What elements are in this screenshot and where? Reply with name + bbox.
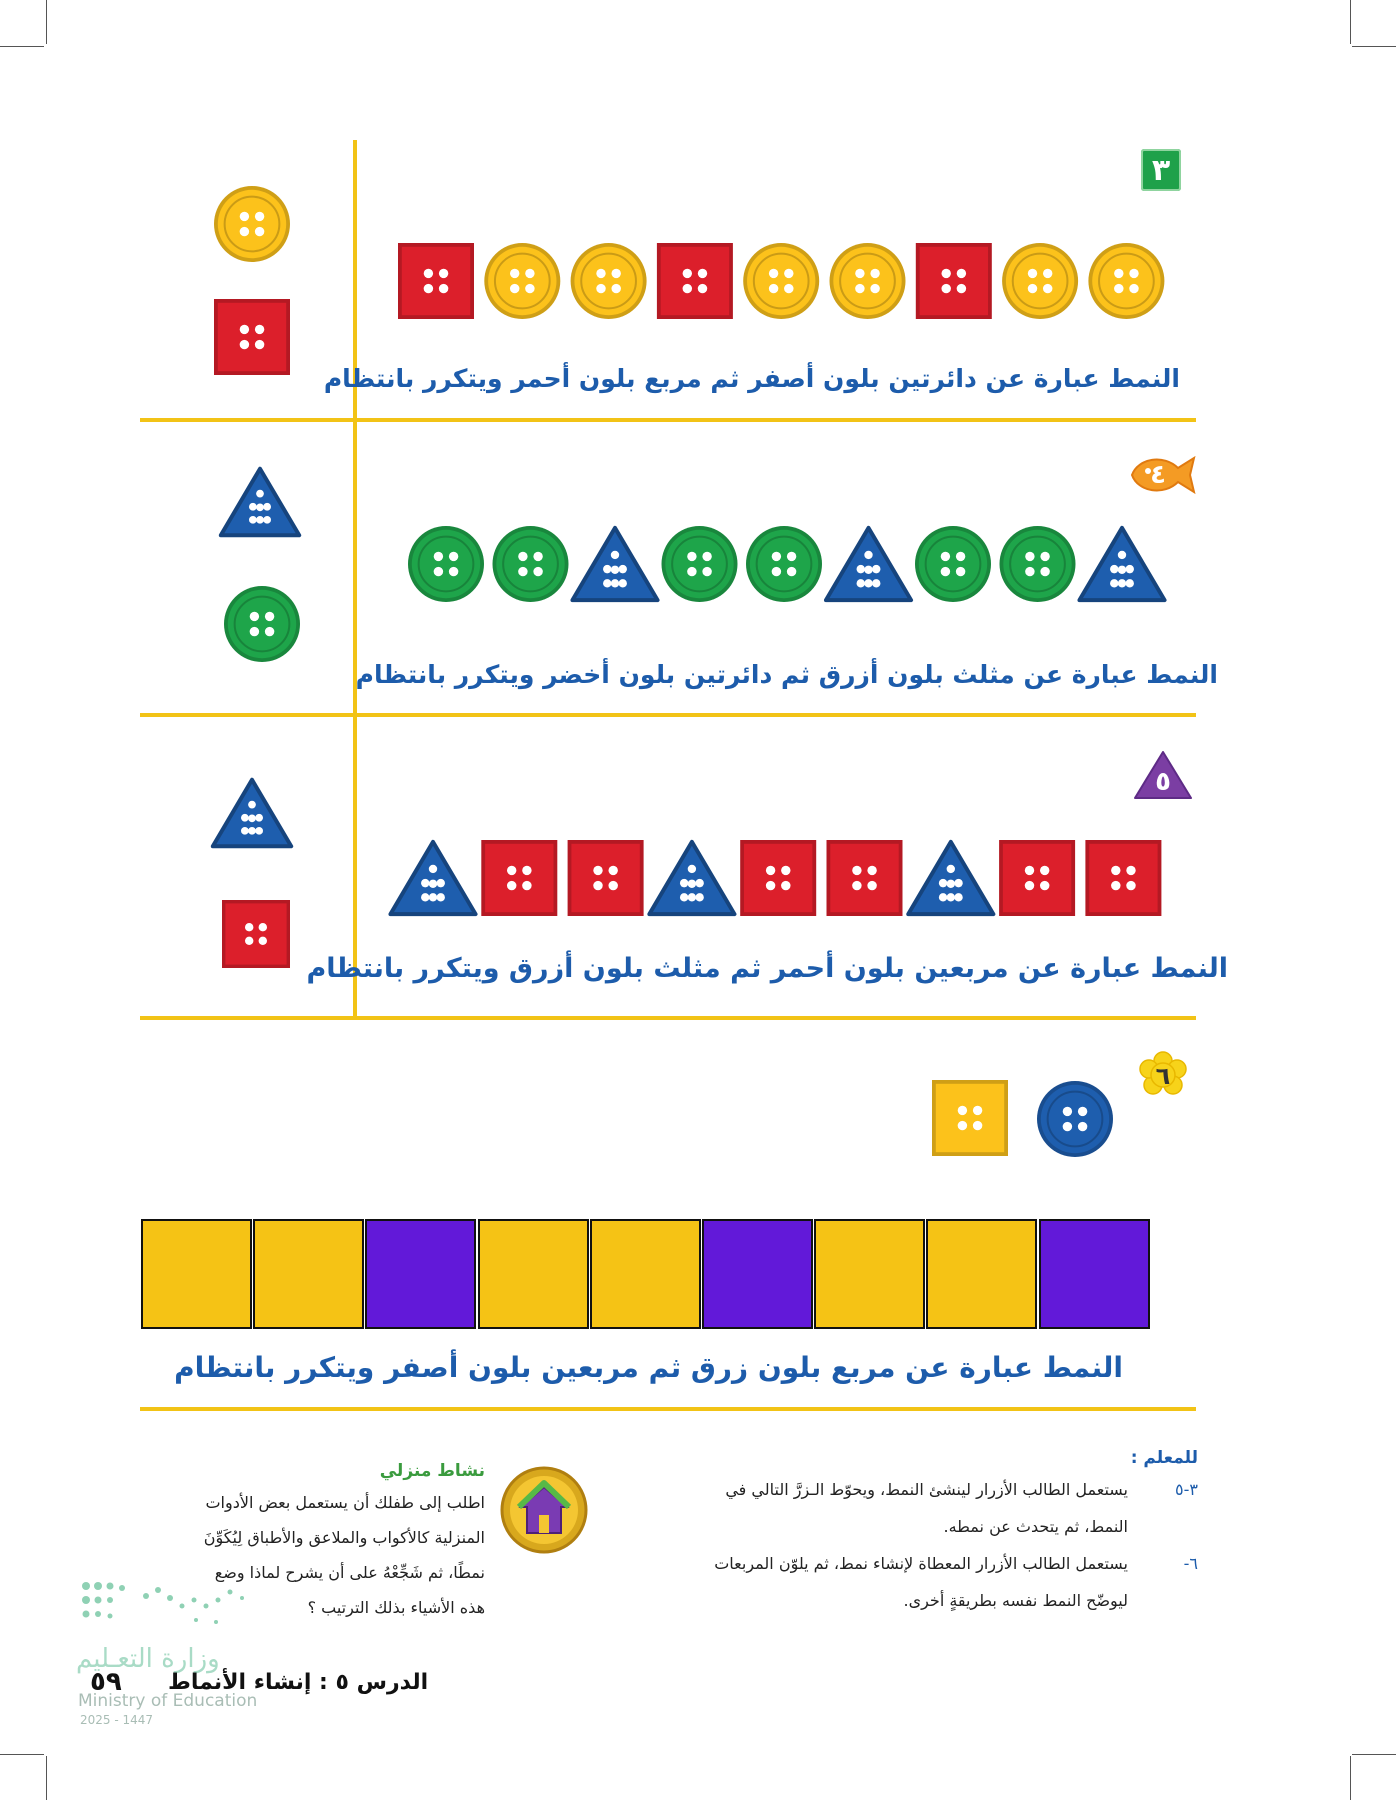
given-blue-circle-button [1037, 1081, 1113, 1157]
exercise-number: ٦ [1155, 1062, 1171, 1090]
pattern-yellow-circle-button [1002, 243, 1078, 319]
house-icon [499, 1465, 589, 1555]
teacher-note [638, 1445, 1198, 1619]
pattern-yellow-circle-button [743, 243, 819, 319]
pattern-red-square-button [1085, 840, 1161, 916]
pattern-square-purple [702, 1219, 813, 1329]
given-yellow-square-button [932, 1080, 1008, 1156]
pattern-square-yellow [253, 1219, 364, 1329]
home-activity-line: نمطًا، ثم شَجِّعْهُ على أن يشرح لماذا وضع [214, 1563, 485, 1582]
pattern-green-circle-button [746, 526, 822, 602]
pattern-square-yellow [478, 1219, 589, 1329]
pattern-red-square-button [999, 840, 1075, 916]
item-line: النمط، ثم يتحدث عن نمطه. [943, 1517, 1128, 1536]
pattern-square-purple [1039, 1219, 1150, 1329]
pattern-yellow-circle-button [484, 243, 560, 319]
exercise-4-answer: النمط عبارة عن مثلث بلون أزرق ثم دائرتين بلون أخضر ويتكرر بانتظام [355, 660, 1218, 689]
watermark-arabic: وزارة التعـليم [76, 1644, 220, 1674]
pattern-red-square-button [398, 243, 474, 319]
pattern-green-circle-button [662, 526, 738, 602]
item-number: ٣-٥ [1175, 1480, 1198, 1499]
row-divider [140, 1016, 1196, 1020]
row-divider [140, 713, 1196, 717]
exercise-6-badge [1144, 1058, 1182, 1094]
teacher-note-title: للمعلم : [1130, 1448, 1198, 1468]
pattern-square-yellow [141, 1219, 252, 1329]
pattern-square-yellow [926, 1219, 1037, 1329]
exercise-4-badge [1138, 456, 1178, 494]
exercise-number: ٥ [1155, 767, 1171, 797]
teacher-note-item [638, 1471, 1198, 1545]
row-divider [140, 1407, 1196, 1411]
pattern-square-yellow [590, 1219, 701, 1329]
home-activity-line: هذه الأشياء بذلك الترتيب ؟ [307, 1598, 485, 1617]
home-activity-title: نشاط منزلي [379, 1461, 485, 1481]
home-activity-line: المنزلية كالأكواب والملاعق والأطباق لِيُكَوِّنَ [203, 1528, 485, 1547]
pattern-blue-triangle-button [908, 842, 993, 914]
given-green-circle-button [224, 586, 300, 662]
given-blue-triangle-button [213, 780, 291, 847]
given-red-square-button [214, 299, 290, 375]
item-line: ليوضّح النمط نفسه بطريقةٍ أخرى. [903, 1591, 1128, 1610]
pattern-green-circle-button [915, 526, 991, 602]
exercise-3-badge [1141, 149, 1181, 191]
exercise-number: ٤ [1150, 460, 1166, 490]
home-activity-line: اطلب إلى طفلك أن يستعمل بعض الأدوات [205, 1493, 485, 1512]
exercise-3-answer: النمط عبارة عن دائرتين بلون أصفر ثم مربع بلون أحمر ويتكرر بانتظام [323, 364, 1180, 393]
given-yellow-circle-button [214, 186, 290, 262]
ministry-logo-dots [76, 1576, 256, 1636]
pattern-red-square-button [657, 243, 733, 319]
item-number: ٦- [1183, 1554, 1198, 1573]
given-blue-triangle-button [221, 469, 299, 536]
item-line: يستعمل الطالب الأزرار لينشئ النمط، ويحوّط الـزرَّ التالي في [725, 1480, 1128, 1499]
pattern-blue-triangle-button [649, 842, 734, 914]
item-line: يستعمل الطالب الأزرار المعطاة لإنشاء نمط، ثم يلوّن المربعات [714, 1554, 1128, 1573]
exercise-5-badge [1143, 764, 1183, 800]
pattern-yellow-circle-button [830, 243, 906, 319]
pattern-red-square-button [827, 840, 903, 916]
pattern-square-yellow [814, 1219, 925, 1329]
watermark-year: 2025 - 1447 [80, 1713, 154, 1727]
lesson-title: الدرس ٥ : إنشاء الأنماط [168, 1670, 429, 1695]
pattern-red-square-button [481, 840, 557, 916]
pattern-blue-triangle-button [390, 842, 475, 914]
pattern-green-circle-button [1000, 526, 1076, 602]
vertical-divider [353, 140, 357, 1020]
watermark-english: Ministry of Education [78, 1691, 258, 1711]
exercise-5-answer: النمط عبارة عن مربعين بلون أحمر ثم مثلث بلون أزرق ويتكرر بانتظام [306, 953, 1228, 984]
pattern-green-circle-button [408, 526, 484, 602]
pattern-red-square-button [916, 243, 992, 319]
row-divider [140, 418, 1196, 422]
pattern-green-circle-button [493, 526, 569, 602]
given-red-square-button [222, 900, 290, 968]
teacher-note-item [638, 1545, 1198, 1619]
pattern-yellow-circle-button [571, 243, 647, 319]
exercise-number: ٣ [1151, 152, 1171, 188]
pattern-red-square-button [568, 840, 644, 916]
pattern-blue-triangle-button [826, 528, 911, 600]
pattern-red-square-button [740, 840, 816, 916]
pattern-square-purple [365, 1219, 476, 1329]
exercise-6-answer: النمط عبارة عن مربع بلون زرق ثم مربعين بلون أصفر ويتكرر بانتظام [174, 1351, 1123, 1384]
pattern-yellow-circle-button [1088, 243, 1164, 319]
page-number: ٥٩ [90, 1667, 122, 1697]
pattern-blue-triangle-button [1079, 528, 1164, 600]
pattern-blue-triangle-button [572, 528, 657, 600]
